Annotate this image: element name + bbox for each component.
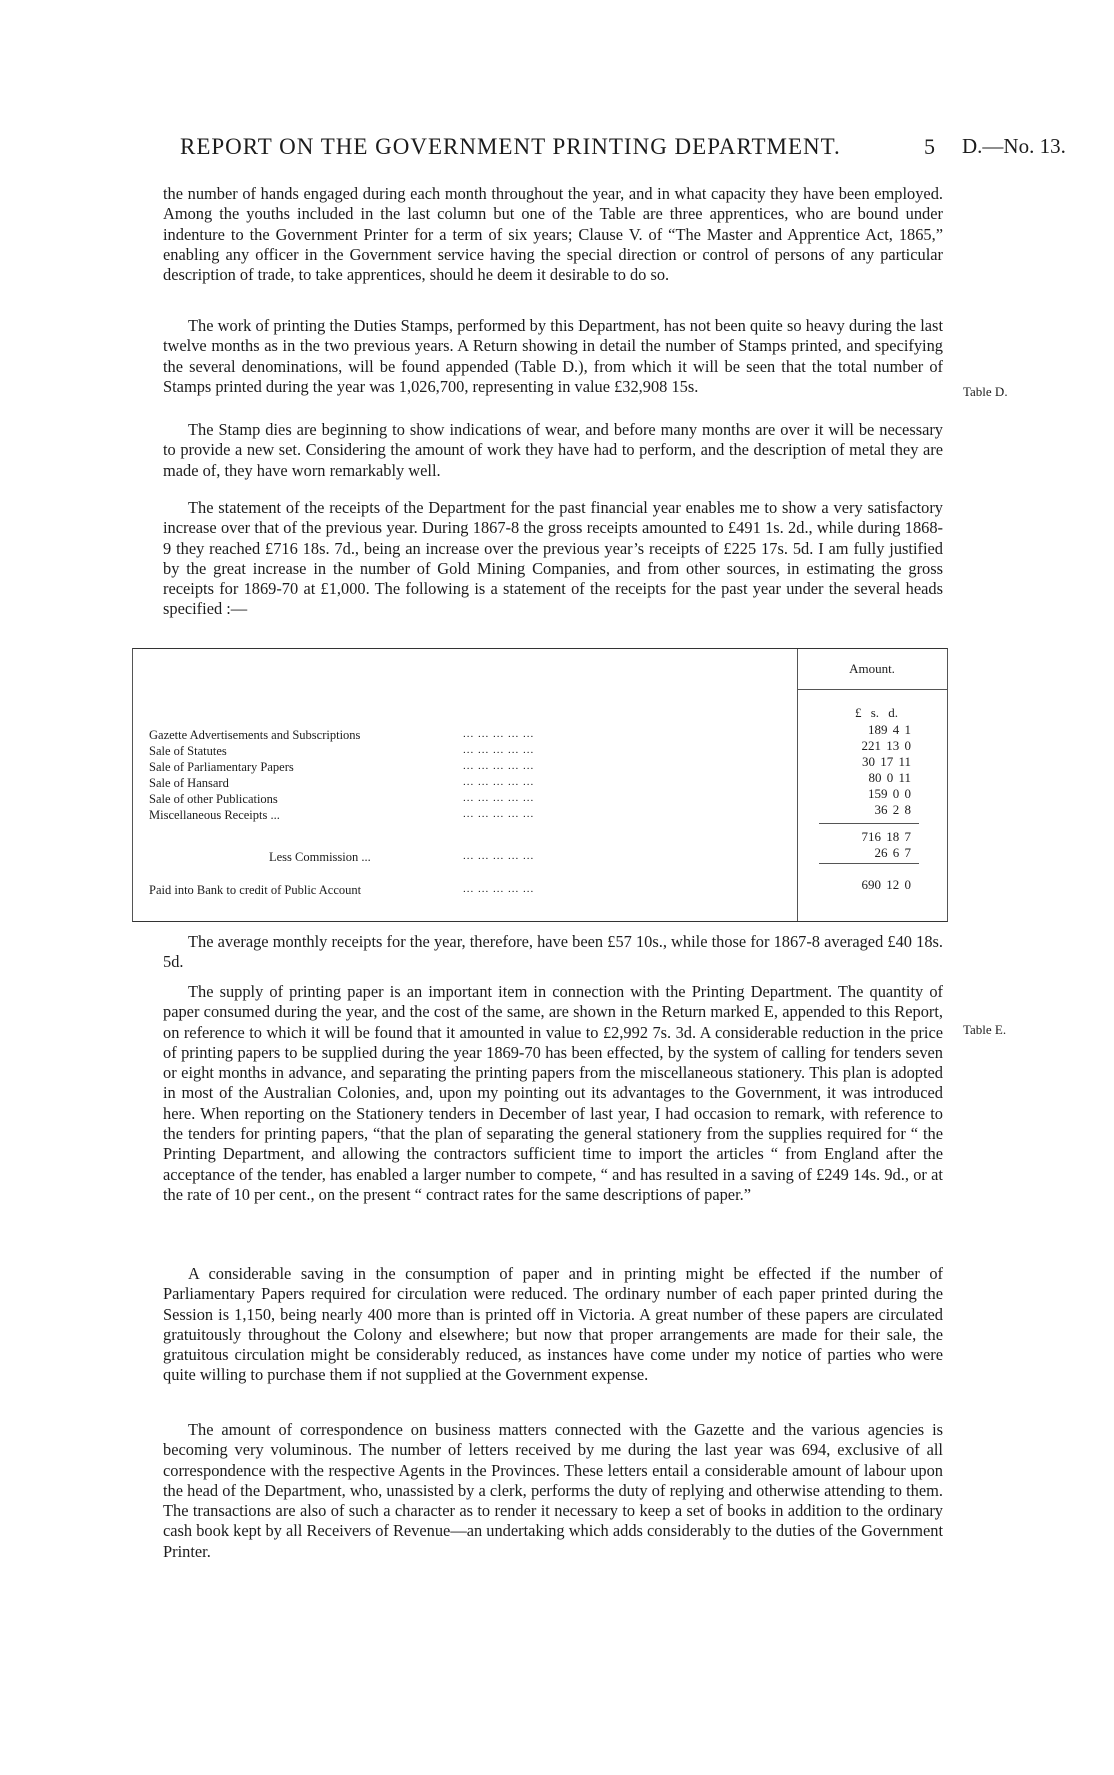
- margin-note-table-e: Table E.: [963, 1022, 1007, 1037]
- leader-dots: ... ... ... ... ...: [463, 792, 535, 804]
- leader-dots: ... ... ... ... ...: [463, 850, 535, 862]
- receipt-row-label: Sale of Statutes: [149, 744, 227, 758]
- receipt-row-label: Sale of Hansard: [149, 776, 229, 790]
- subtotal-rule: [819, 823, 919, 824]
- paragraph-receipts-statement: The statement of the receipts of the Department for the past financial year enables me to show a very satisfactory increase over that of the previous year. During 1867-8 the gross receipts amounted to £491 1s. 2d., while during 1868-9 they reached £716 18s. 7d., being an increase over the previous year’s receipts of £225 17s. 5d. I am fully justified by the great increase in the number of Gold Mining Companies, and from other sources, in estimating the gross receipts for 1869-70 at £1,000. The following is a statement of the receipts for the past year under the several heads specified :—: [163, 498, 943, 619]
- leader-dots: ... ... ... ... ...: [463, 760, 535, 772]
- amount-header-rule: [797, 689, 947, 690]
- leader-dots: ... ... ... ... ...: [463, 808, 535, 820]
- page-number: 5: [924, 134, 935, 159]
- leader-dots: ... ... ... ... ...: [463, 728, 535, 740]
- paragraph-hands-engaged: the number of hands engaged during each month throughout the year, and in what capacity they have been employed. Among the youths included in the last column but one of the Table are three apprentices, who are bound under indenture to the Government Printer for a term of six years; Clause V. of “The Master and Apprentice Act, 1865,” enabling any officer in the Government service having the special direction or control of persons of any particular description of trade, to take apprentices, should he deem it desirable to do so.: [163, 184, 943, 285]
- document-reference: D.—No. 13.: [962, 134, 1066, 158]
- leader-dots: ... ... ... ... ...: [463, 744, 535, 756]
- paragraph-printing-paper: The supply of printing paper is an important item in connection with the Printing Department. The quantity of paper consumed during the year, and the cost of the same, are shown in the Return marked E, appended to this Report, on reference to which it will be found that it amounted in value to £2,992 7s. 3d. A considerable reduction in the price of printing papers to be supplied during the year 1869-70 has been effected, by the system of calling for tenders seven or eight months in advance, and separating the printing papers from the miscellaneous stationery. This plan is adopted in most of the Australian Colonies, and, upon my pointing out its advantages to the Government, it was introduced here. When reporting on the Stationery tenders in December of last year, I had occasion to remark, with reference to the tenders for printing papers, “that the plan of separating the general stationery from the supplies required for “ the Printing Department, and allowing the contractors sufficient time to import the articles “ from England after the acceptance of the tender, has enabled a larger number to compete, “ and has resulted in a saving of £249 14s. 9d., or at the rate of 10 per cent., on the present “ contract rates for the same descriptions of paper.”: [163, 982, 943, 1204]
- paid-into-bank-label: Paid into Bank to credit of Public Account: [149, 883, 362, 897]
- receipt-row-label: Gazette Advertisements and Subscriptions: [149, 728, 361, 742]
- receipt-row-amount: 159 0 0: [868, 786, 911, 801]
- margin-note-table-d: Table D.: [963, 384, 1008, 399]
- receipt-row-label: Sale of Parliamentary Papers: [149, 760, 294, 774]
- receipt-row-amount: 221 13 0: [861, 738, 911, 753]
- paragraph-stamp-dies: The Stamp dies are beginning to show indications of wear, and before many months are over it will be necessary to provide a new set. Considering the amount of work they have had to perform, and the description of metal they are made of, they have worn remarkably well.: [163, 420, 943, 480]
- receipt-row-amount: 36 2 8: [874, 802, 911, 817]
- paid-into-bank-amount: 690 12 0: [861, 877, 911, 892]
- receipt-row-label: Miscellaneous Receipts ...: [149, 808, 280, 822]
- receipt-row-amount: 30 17 11: [861, 754, 911, 769]
- page-header: [0, 134, 1114, 164]
- page-title: REPORT ON THE GOVERNMENT PRINTING DEPARTMENT.: [180, 134, 841, 159]
- receipts-table: [132, 648, 948, 922]
- paragraph-duties-stamps: The work of printing the Duties Stamps, performed by this Department, has not been quite so heavy during the last twelve months as in the two previous years. A Return showing in detail the number of Stamps printed, and specifying the several denominations, will be found appended (Table D.), from which it will be seen that the total number of Stamps printed during the year was 1,026,700, representing in value £32,908 15s.: [163, 316, 943, 396]
- paragraph-parliamentary-papers: A considerable saving in the consumption of paper and in printing might be effected if the number of Parliamentary Papers required for circulation were reduced. The ordinary number of each paper printed during the Session is 1,150, being nearly 400 more than is printed off in Victoria. A great number of these papers are circulated gratuitously throughout the Colony and elsewhere; but now that proper arrangements are made for their sale, the gratuitous circulation might be considerably reduced, as instances have come under my notice of parties who were quite willing to purchase them if not supplied at the Government expense.: [163, 1264, 943, 1385]
- gross-total-amount: 716 18 7: [861, 829, 911, 844]
- paragraph-correspondence: The amount of correspondence on business matters connected with the Gazette and the various agencies is becoming very voluminous. The number of letters received by me during the last year was 694, exclusive of all correspondence with the respective Agents in the Provinces. These letters entail a considerable amount of labour upon the head of the Department, who, unassisted by a clerk, performs the duty of replying and otherwise attending to them. The transactions are also of such a character as to render it necessary to keep a set of books in addition to the ordinary cash book kept by all Receivers of Revenue—an undertaking which adds considerably to the duties of the Government Printer.: [163, 1420, 943, 1561]
- receipt-row-amount: 189 4 1: [868, 722, 911, 737]
- currency-units-header: £ s. d.: [855, 705, 899, 720]
- leader-dots: ... ... ... ... ...: [463, 883, 535, 895]
- receipt-row-amount: 80 0 11: [868, 770, 911, 785]
- paragraph-average-monthly: The average monthly receipts for the year, therefore, have been £57 10s., while those for 1867-8 averaged £40 18s. 5d.: [163, 932, 943, 972]
- receipt-row-label: Sale of other Publications: [149, 792, 278, 806]
- less-commission-amount: 26 6 7: [874, 845, 911, 860]
- amount-column-header: Amount.: [849, 661, 895, 676]
- net-total-rule: [819, 863, 919, 864]
- less-commission-label: Less Commission ...: [269, 850, 371, 864]
- leader-dots: ... ... ... ... ...: [463, 776, 535, 788]
